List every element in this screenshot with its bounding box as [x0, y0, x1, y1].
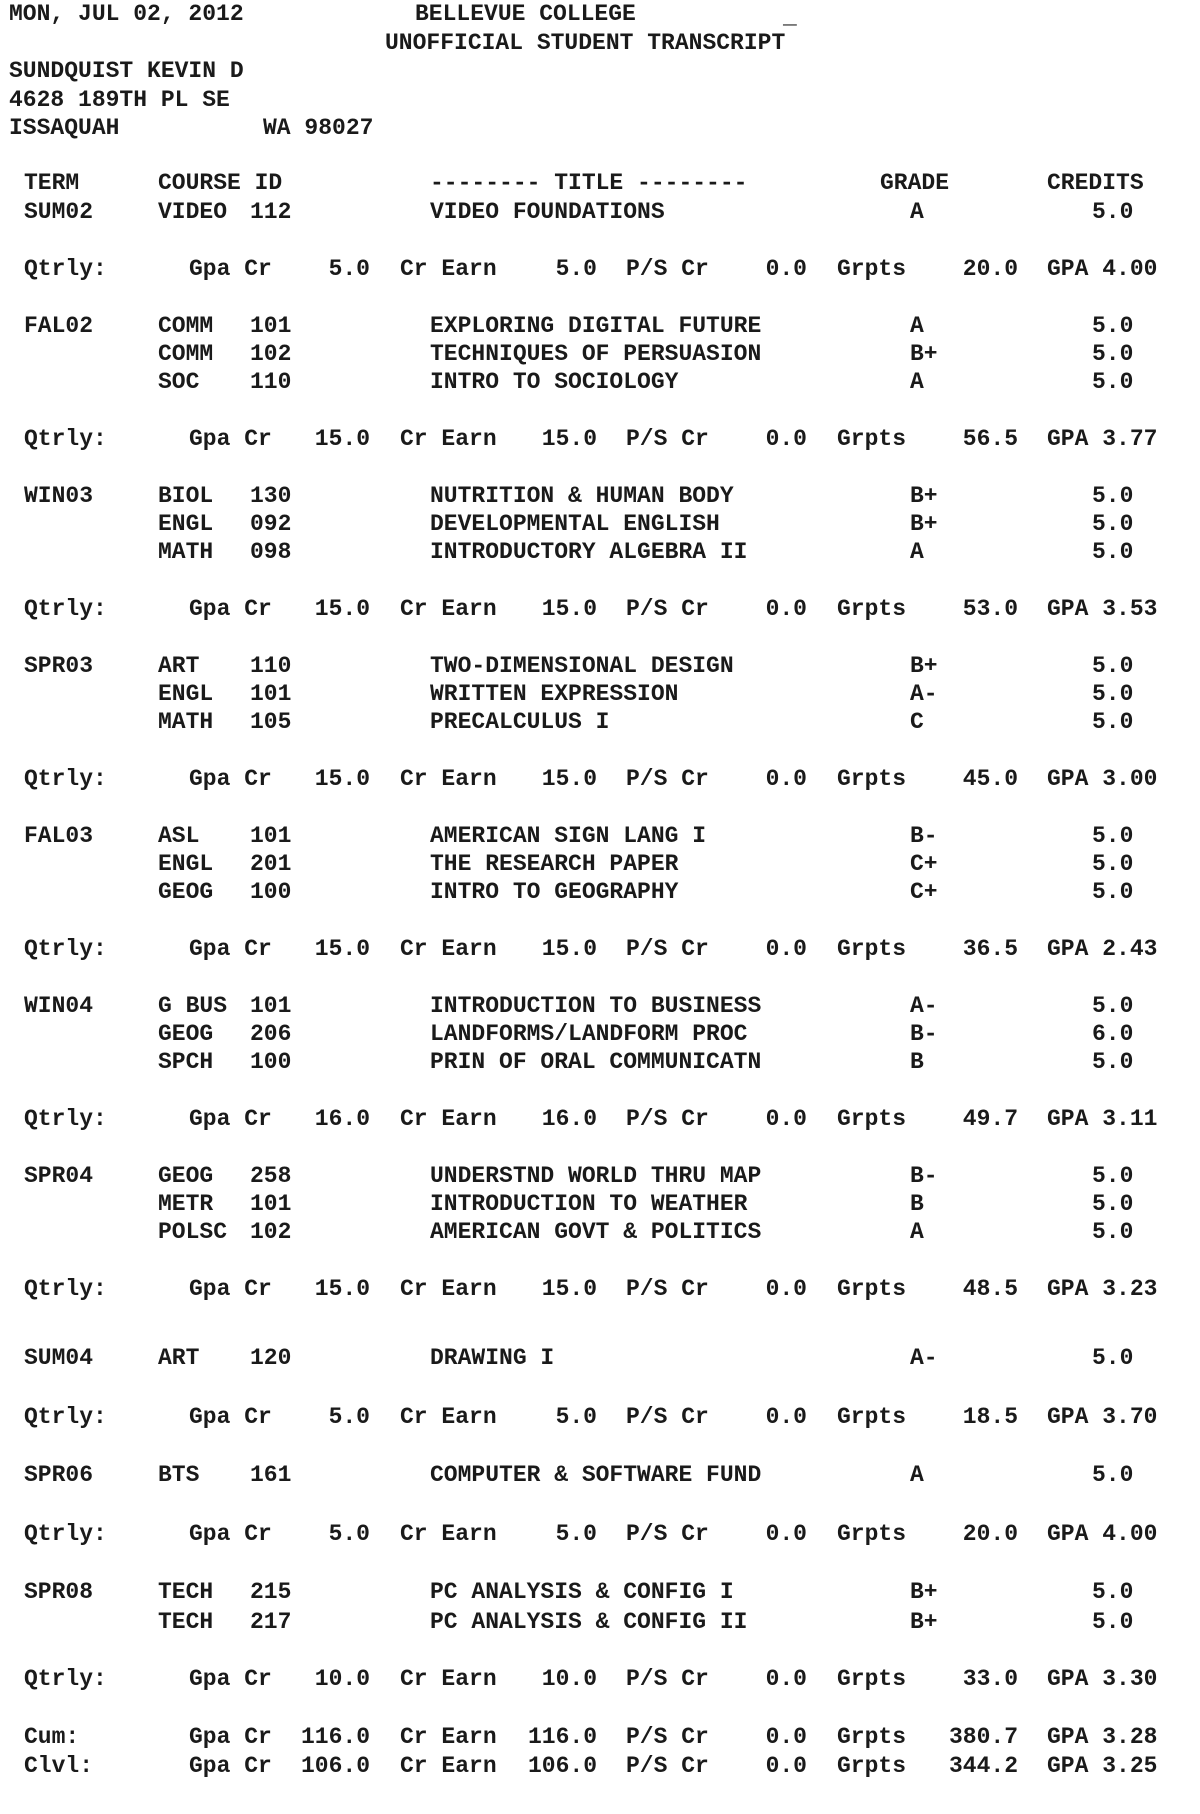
- course-grade: B+: [910, 511, 938, 537]
- summary-label: Qtrly:: [24, 766, 107, 792]
- course-title: AMERICAN GOVT & POLITICS: [430, 1219, 762, 1245]
- cr-earn-label: Cr Earn: [400, 426, 497, 452]
- ps-cr-value: 0.0: [765, 1404, 807, 1430]
- course-number: 112: [250, 199, 292, 225]
- ps-cr-label: P/S Cr: [626, 426, 709, 452]
- ps-cr-value: 0.0: [765, 1106, 807, 1132]
- gpa-cr-value: 15.0: [314, 936, 370, 962]
- course-grade: B+: [910, 341, 938, 367]
- ps-cr-value: 0.0: [765, 766, 807, 792]
- term-code: SUM04: [24, 1345, 94, 1371]
- term-code: SUM02: [24, 199, 94, 225]
- course-grade: A: [910, 369, 924, 395]
- course-title: DRAWING I: [430, 1345, 555, 1371]
- course-row: [0, 1344, 1200, 1372]
- gpa-value: GPA 3.30: [1047, 1666, 1158, 1692]
- quarterly-summary-row: [0, 935, 1200, 963]
- course-number: 100: [250, 879, 292, 905]
- course-subject: METR: [158, 1191, 214, 1217]
- report-date: MON, JUL 02, 2012: [9, 1, 244, 27]
- cr-earn-value: 10.0: [541, 1666, 597, 1692]
- course-grade: B+: [910, 1609, 938, 1635]
- gpa-cr-label: Gpa Cr: [189, 1106, 272, 1132]
- cr-earn-label: Cr Earn: [400, 596, 497, 622]
- course-credits: 5.0: [1092, 539, 1134, 565]
- term-code: WIN04: [24, 993, 94, 1019]
- gpa-cr-label: Gpa Cr: [189, 766, 272, 792]
- ps-cr-label: P/S Cr: [626, 596, 709, 622]
- course-number: 120: [250, 1345, 292, 1371]
- quarterly-summary-row: [0, 1105, 1200, 1133]
- cumulative-row: [0, 1723, 1200, 1751]
- course-number: 130: [250, 483, 292, 509]
- gpa-value: GPA 3.53: [1047, 596, 1158, 622]
- course-row: [0, 1461, 1200, 1489]
- course-credits: 5.0: [1092, 341, 1134, 367]
- course-title: INTRODUCTORY ALGEBRA II: [430, 539, 748, 565]
- course-credits: 5.0: [1092, 1219, 1134, 1245]
- ps-cr-value: 0.0: [765, 1276, 807, 1302]
- course-credits: 5.0: [1092, 1462, 1134, 1488]
- gpa-cr-label: Gpa Cr: [189, 1521, 272, 1547]
- course-subject: VIDEO: [158, 199, 228, 225]
- grpts-label: Grpts: [837, 1404, 907, 1430]
- ps-cr-label: P/S Cr: [626, 936, 709, 962]
- course-row: [0, 368, 1200, 396]
- cr-earn-label: Cr Earn: [400, 1404, 497, 1430]
- course-number: 161: [250, 1462, 292, 1488]
- student-city: ISSAQUAH: [9, 115, 120, 141]
- cr-earn-label: Cr Earn: [400, 1753, 497, 1779]
- grpts-value: 33.0: [962, 1666, 1018, 1692]
- course-title: UNDERSTND WORLD THRU MAP: [430, 1163, 762, 1189]
- column-header-grade: GRADE: [880, 170, 950, 196]
- grpts-label: Grpts: [837, 1724, 907, 1750]
- cr-earn-value: 116.0: [527, 1724, 597, 1750]
- cr-earn-value: 5.0: [555, 256, 597, 282]
- course-subject: ART: [158, 653, 200, 679]
- course-number: 110: [250, 369, 292, 395]
- summary-label: Qtrly:: [24, 426, 107, 452]
- gpa-cr-label: Gpa Cr: [189, 426, 272, 452]
- course-subject: BIOL: [158, 483, 214, 509]
- grpts-value: 49.7: [962, 1106, 1018, 1132]
- course-subject: ASL: [158, 823, 200, 849]
- column-header-title: -------- TITLE --------: [430, 170, 748, 196]
- course-number: 102: [250, 1219, 292, 1245]
- term-code: SPR06: [24, 1462, 94, 1488]
- course-credits: 5.0: [1092, 483, 1134, 509]
- gpa-cr-value: 5.0: [328, 1521, 370, 1547]
- college-name: BELLEVUE COLLEGE: [415, 1, 636, 27]
- course-grade: B: [910, 1191, 924, 1217]
- course-number: 110: [250, 653, 292, 679]
- header-mark: _: [783, 4, 797, 30]
- course-credits: 6.0: [1092, 1021, 1134, 1047]
- course-subject: POLSC: [158, 1219, 228, 1245]
- ps-cr-label: P/S Cr: [626, 256, 709, 282]
- grpts-value: 36.5: [962, 936, 1018, 962]
- course-grade: A: [910, 199, 924, 225]
- summary-label: Qtrly:: [24, 1276, 107, 1302]
- course-subject: ENGL: [158, 511, 214, 537]
- ps-cr-label: P/S Cr: [626, 1276, 709, 1302]
- course-number: 100: [250, 1049, 292, 1075]
- course-subject: G BUS: [158, 993, 228, 1019]
- course-credits: 5.0: [1092, 851, 1134, 877]
- course-subject: SOC: [158, 369, 200, 395]
- course-subject: MATH: [158, 709, 214, 735]
- course-title: WRITTEN EXPRESSION: [430, 681, 679, 707]
- course-row: [0, 1578, 1200, 1606]
- course-title: LANDFORMS/LANDFORM PROC: [430, 1021, 748, 1047]
- summary-label: Qtrly:: [24, 596, 107, 622]
- term-code: SPR04: [24, 1163, 94, 1189]
- student-state-zip: WA 98027: [263, 115, 374, 141]
- course-credits: 5.0: [1092, 1609, 1134, 1635]
- course-credits: 5.0: [1092, 681, 1134, 707]
- ps-cr-label: P/S Cr: [626, 1724, 709, 1750]
- course-title: TECHNIQUES OF PERSUASION: [430, 341, 762, 367]
- course-grade: B+: [910, 653, 938, 679]
- gpa-cr-label: Gpa Cr: [189, 596, 272, 622]
- cr-earn-value: 15.0: [541, 1276, 597, 1302]
- course-subject: SPCH: [158, 1049, 214, 1075]
- course-grade: C: [910, 709, 924, 735]
- course-subject: TECH: [158, 1609, 214, 1635]
- course-number: 258: [250, 1163, 292, 1189]
- course-row: [0, 652, 1200, 680]
- gpa-cr-value: 15.0: [314, 596, 370, 622]
- ps-cr-label: P/S Cr: [626, 1521, 709, 1547]
- gpa-cr-value: 5.0: [328, 256, 370, 282]
- course-title: PC ANALYSIS & CONFIG I: [430, 1579, 734, 1605]
- term-code: FAL03: [24, 823, 94, 849]
- cr-earn-value: 106.0: [527, 1753, 597, 1779]
- summary-label: Qtrly:: [24, 936, 107, 962]
- ps-cr-label: P/S Cr: [626, 1106, 709, 1132]
- course-title: PRIN OF ORAL COMMUNICATN: [430, 1049, 762, 1075]
- course-title: THE RESEARCH PAPER: [430, 851, 679, 877]
- course-credits: 5.0: [1092, 879, 1134, 905]
- gpa-value: GPA 3.11: [1047, 1106, 1158, 1132]
- summary-label: Qtrly:: [24, 1666, 107, 1692]
- quarterly-summary-row: [0, 765, 1200, 793]
- ps-cr-label: P/S Cr: [626, 766, 709, 792]
- grpts-label: Grpts: [837, 256, 907, 282]
- summary-label: Cum:: [24, 1724, 80, 1750]
- course-grade: A: [910, 313, 924, 339]
- course-row: [0, 1048, 1200, 1076]
- course-title: VIDEO FOUNDATIONS: [430, 199, 665, 225]
- course-row: [0, 198, 1200, 226]
- course-title: INTRODUCTION TO WEATHER: [430, 1191, 748, 1217]
- grpts-label: Grpts: [837, 936, 907, 962]
- grpts-label: Grpts: [837, 1521, 907, 1547]
- ps-cr-label: P/S Cr: [626, 1666, 709, 1692]
- gpa-value: GPA 3.23: [1047, 1276, 1158, 1302]
- grpts-value: 45.0: [962, 766, 1018, 792]
- course-title: PC ANALYSIS & CONFIG II: [430, 1609, 748, 1635]
- cr-earn-label: Cr Earn: [400, 1106, 497, 1132]
- course-number: 217: [250, 1609, 292, 1635]
- course-grade: B+: [910, 483, 938, 509]
- grpts-value: 344.2: [948, 1753, 1018, 1779]
- course-subject: BTS: [158, 1462, 200, 1488]
- cr-earn-label: Cr Earn: [400, 256, 497, 282]
- gpa-cr-value: 15.0: [314, 766, 370, 792]
- ps-cr-value: 0.0: [765, 936, 807, 962]
- course-number: 101: [250, 313, 292, 339]
- course-grade: B: [910, 1049, 924, 1075]
- course-credits: 5.0: [1092, 1345, 1134, 1371]
- course-title: AMERICAN SIGN LANG I: [430, 823, 707, 849]
- grpts-label: Grpts: [837, 1666, 907, 1692]
- course-grade: A-: [910, 1345, 938, 1371]
- course-row: [0, 482, 1200, 510]
- quarterly-summary-row: [0, 425, 1200, 453]
- cr-earn-value: 5.0: [555, 1521, 597, 1547]
- course-row: [0, 312, 1200, 340]
- cr-earn-label: Cr Earn: [400, 1666, 497, 1692]
- course-number: 098: [250, 539, 292, 565]
- term-code: SPR08: [24, 1579, 94, 1605]
- course-row: [0, 1190, 1200, 1218]
- student-street: 4628 189TH PL SE: [9, 87, 230, 113]
- course-row: [0, 1020, 1200, 1048]
- quarterly-summary-row: [0, 1275, 1200, 1303]
- grpts-value: 48.5: [962, 1276, 1018, 1302]
- course-grade: C+: [910, 851, 938, 877]
- grpts-value: 53.0: [962, 596, 1018, 622]
- gpa-cr-value: 15.0: [314, 1276, 370, 1302]
- gpa-cr-label: Gpa Cr: [189, 936, 272, 962]
- cr-earn-label: Cr Earn: [400, 766, 497, 792]
- course-row: [0, 680, 1200, 708]
- gpa-value: GPA 2.43: [1047, 936, 1158, 962]
- gpa-value: GPA 3.00: [1047, 766, 1158, 792]
- course-credits: 5.0: [1092, 511, 1134, 537]
- quarterly-summary-row: [0, 1520, 1200, 1548]
- ps-cr-value: 0.0: [765, 596, 807, 622]
- course-row: [0, 1162, 1200, 1190]
- grpts-label: Grpts: [837, 596, 907, 622]
- grpts-label: Grpts: [837, 766, 907, 792]
- grpts-value: 56.5: [962, 426, 1018, 452]
- gpa-cr-label: Gpa Cr: [189, 256, 272, 282]
- gpa-cr-value: 10.0: [314, 1666, 370, 1692]
- course-number: 102: [250, 341, 292, 367]
- college-level-row: [0, 1752, 1200, 1780]
- course-credits: 5.0: [1092, 1579, 1134, 1605]
- course-row: [0, 340, 1200, 368]
- gpa-value: GPA 3.25: [1047, 1753, 1158, 1779]
- course-title: INTRO TO GEOGRAPHY: [430, 879, 679, 905]
- course-credits: 5.0: [1092, 1049, 1134, 1075]
- ps-cr-value: 0.0: [765, 1724, 807, 1750]
- gpa-cr-value: 106.0: [300, 1753, 370, 1779]
- gpa-cr-label: Gpa Cr: [189, 1404, 272, 1430]
- course-subject: GEOG: [158, 1021, 214, 1047]
- gpa-cr-value: 16.0: [314, 1106, 370, 1132]
- course-credits: 5.0: [1092, 709, 1134, 735]
- column-header-credits: CREDITS: [1047, 170, 1144, 196]
- cr-earn-label: Cr Earn: [400, 936, 497, 962]
- quarterly-summary-row: [0, 595, 1200, 623]
- ps-cr-value: 0.0: [765, 1521, 807, 1547]
- course-grade: C+: [910, 879, 938, 905]
- course-row: [0, 878, 1200, 906]
- quarterly-summary-row: [0, 255, 1200, 283]
- course-title: INTRO TO SOCIOLOGY: [430, 369, 679, 395]
- course-grade: B+: [910, 1579, 938, 1605]
- course-grade: B-: [910, 1021, 938, 1047]
- cr-earn-value: 16.0: [541, 1106, 597, 1132]
- column-header-term: TERM: [24, 170, 80, 196]
- ps-cr-label: P/S Cr: [626, 1753, 709, 1779]
- course-row: [0, 822, 1200, 850]
- gpa-cr-label: Gpa Cr: [189, 1724, 272, 1750]
- course-title: TWO-DIMENSIONAL DESIGN: [430, 653, 734, 679]
- grpts-value: 18.5: [962, 1404, 1018, 1430]
- cr-earn-value: 15.0: [541, 426, 597, 452]
- course-row: [0, 992, 1200, 1020]
- course-number: 101: [250, 681, 292, 707]
- course-title: NUTRITION & HUMAN BODY: [430, 483, 734, 509]
- course-subject: GEOG: [158, 1163, 214, 1189]
- ps-cr-value: 0.0: [765, 1666, 807, 1692]
- summary-label: Qtrly:: [24, 1404, 107, 1430]
- gpa-value: GPA 3.28: [1047, 1724, 1158, 1750]
- student-name: SUNDQUIST KEVIN D: [9, 58, 244, 84]
- ps-cr-label: P/S Cr: [626, 1404, 709, 1430]
- term-code: FAL02: [24, 313, 94, 339]
- ps-cr-value: 0.0: [765, 1753, 807, 1779]
- cr-earn-value: 15.0: [541, 766, 597, 792]
- course-row: [0, 708, 1200, 736]
- transcript-title: UNOFFICIAL STUDENT TRANSCRIPT: [385, 30, 786, 56]
- column-header-course-id: COURSE ID: [158, 170, 283, 196]
- cr-earn-value: 15.0: [541, 936, 597, 962]
- course-credits: 5.0: [1092, 993, 1134, 1019]
- course-credits: 5.0: [1092, 653, 1134, 679]
- gpa-cr-value: 116.0: [300, 1724, 370, 1750]
- ps-cr-value: 0.0: [765, 256, 807, 282]
- course-subject: GEOG: [158, 879, 214, 905]
- course-credits: 5.0: [1092, 199, 1134, 225]
- course-row: [0, 510, 1200, 538]
- course-title: INTRODUCTION TO BUSINESS: [430, 993, 762, 1019]
- quarterly-summary-row: [0, 1665, 1200, 1693]
- cr-earn-value: 5.0: [555, 1404, 597, 1430]
- course-subject: MATH: [158, 539, 214, 565]
- course-grade: A-: [910, 681, 938, 707]
- course-title: DEVELOPMENTAL ENGLISH: [430, 511, 720, 537]
- course-grade: A-: [910, 993, 938, 1019]
- course-subject: ENGL: [158, 851, 214, 877]
- course-title: EXPLORING DIGITAL FUTURE: [430, 313, 762, 339]
- course-credits: 5.0: [1092, 823, 1134, 849]
- course-number: 101: [250, 1191, 292, 1217]
- grpts-value: 20.0: [962, 1521, 1018, 1547]
- course-credits: 5.0: [1092, 369, 1134, 395]
- gpa-cr-label: Gpa Cr: [189, 1753, 272, 1779]
- course-credits: 5.0: [1092, 313, 1134, 339]
- course-subject: ENGL: [158, 681, 214, 707]
- course-number: 092: [250, 511, 292, 537]
- summary-label: Clvl:: [24, 1753, 94, 1779]
- course-subject: COMM: [158, 341, 214, 367]
- course-title: PRECALCULUS I: [430, 709, 610, 735]
- course-credits: 5.0: [1092, 1163, 1134, 1189]
- course-title: COMPUTER & SOFTWARE FUND: [430, 1462, 762, 1488]
- cr-earn-label: Cr Earn: [400, 1276, 497, 1302]
- gpa-value: GPA 3.70: [1047, 1404, 1158, 1430]
- course-grade: A: [910, 1219, 924, 1245]
- course-number: 206: [250, 1021, 292, 1047]
- cr-earn-label: Cr Earn: [400, 1724, 497, 1750]
- course-row: [0, 1218, 1200, 1246]
- grpts-value: 20.0: [962, 256, 1018, 282]
- ps-cr-value: 0.0: [765, 426, 807, 452]
- course-subject: ART: [158, 1345, 200, 1371]
- course-grade: B-: [910, 1163, 938, 1189]
- gpa-cr-label: Gpa Cr: [189, 1276, 272, 1302]
- grpts-label: Grpts: [837, 1753, 907, 1779]
- course-row: [0, 538, 1200, 566]
- summary-label: Qtrly:: [24, 1521, 107, 1547]
- summary-label: Qtrly:: [24, 1106, 107, 1132]
- course-credits: 5.0: [1092, 1191, 1134, 1217]
- course-number: 101: [250, 823, 292, 849]
- term-code: SPR03: [24, 653, 94, 679]
- term-code: WIN03: [24, 483, 94, 509]
- grpts-value: 380.7: [948, 1724, 1018, 1750]
- course-grade: B-: [910, 823, 938, 849]
- gpa-cr-value: 5.0: [328, 1404, 370, 1430]
- summary-label: Qtrly:: [24, 256, 107, 282]
- course-number: 105: [250, 709, 292, 735]
- course-subject: COMM: [158, 313, 214, 339]
- grpts-label: Grpts: [837, 426, 907, 452]
- course-row: [0, 1608, 1200, 1636]
- cr-earn-label: Cr Earn: [400, 1521, 497, 1547]
- course-grade: A: [910, 1462, 924, 1488]
- course-grade: A: [910, 539, 924, 565]
- course-row: [0, 850, 1200, 878]
- gpa-cr-value: 15.0: [314, 426, 370, 452]
- gpa-value: GPA 4.00: [1047, 256, 1158, 282]
- gpa-value: GPA 4.00: [1047, 1521, 1158, 1547]
- grpts-label: Grpts: [837, 1276, 907, 1302]
- course-subject: TECH: [158, 1579, 214, 1605]
- gpa-value: GPA 3.77: [1047, 426, 1158, 452]
- course-number: 201: [250, 851, 292, 877]
- gpa-cr-label: Gpa Cr: [189, 1666, 272, 1692]
- course-number: 101: [250, 993, 292, 1019]
- course-number: 215: [250, 1579, 292, 1605]
- grpts-label: Grpts: [837, 1106, 907, 1132]
- quarterly-summary-row: [0, 1403, 1200, 1431]
- cr-earn-value: 15.0: [541, 596, 597, 622]
